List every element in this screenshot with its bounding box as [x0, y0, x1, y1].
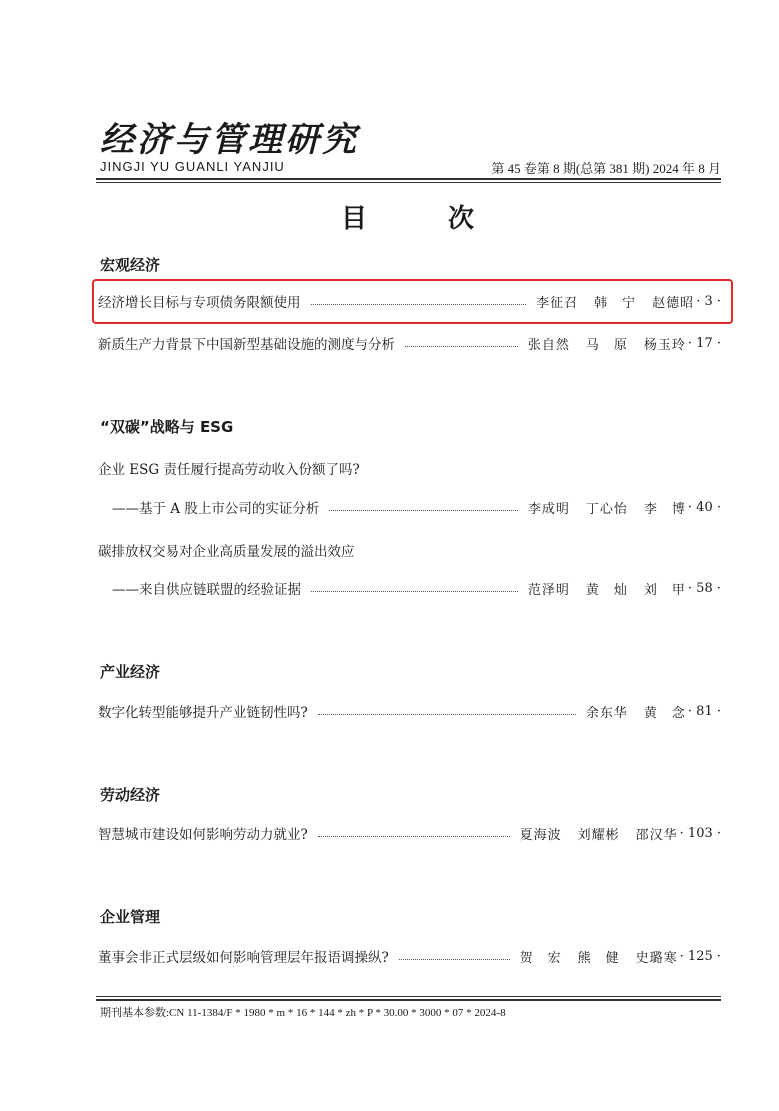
entry-title: 董事会非正式层级如何影响管理层年报语调操纵? — [98, 950, 389, 966]
section-heading-macro: 宏观经济 — [100, 256, 161, 274]
author: 韩 宁 — [594, 295, 637, 311]
dot-leader — [318, 836, 510, 837]
author: 余东华 — [585, 705, 628, 721]
author: 熊 健 — [577, 950, 620, 966]
author: 黄 念 — [643, 705, 686, 721]
entry-title: 数字化转型能够提升产业链韧性吗? — [98, 705, 308, 721]
entry-title: 新质生产力背景下中国新型基础设施的测度与分析 — [98, 337, 395, 353]
author: 张自然 — [527, 337, 570, 353]
author: 黄 灿 — [585, 582, 628, 598]
entry-page: · 40 · — [687, 499, 721, 515]
author: 李 博 — [643, 501, 686, 517]
section-heading-industry: 产业经济 — [100, 663, 161, 681]
header-rule-thin — [96, 182, 721, 183]
toc-entry[interactable] — [98, 944, 721, 968]
author: 马 原 — [585, 337, 628, 353]
toc-entry[interactable] — [112, 576, 721, 600]
journal-logo: 经济与管理研究 — [100, 120, 359, 160]
author: 史璐寒 — [635, 950, 678, 966]
entry-title[interactable]: 企业 ESG 责任履行提高劳动收入份额了吗? — [98, 462, 360, 478]
entry-title: 经济增长目标与专项债务限额使用 — [98, 295, 301, 311]
entry-authors — [528, 498, 686, 517]
entry-authors — [520, 824, 678, 843]
entry-title[interactable]: 碳排放权交易对企业高质量发展的溢出效应 — [98, 544, 355, 560]
entry-page: · 58 · — [687, 580, 721, 596]
entry-page: · 17 · — [687, 335, 721, 351]
author: 杨玉玲 — [643, 337, 686, 353]
author: 刘 甲 — [643, 582, 686, 598]
toc-entry[interactable] — [98, 821, 721, 845]
entry-authors — [536, 292, 694, 311]
footer-rule-thick — [96, 999, 721, 1001]
entry-page: · 3 · — [696, 293, 721, 309]
journal-pinyin: JINGJI YU GUANLI YANJIU — [100, 159, 285, 174]
toc-entry[interactable] — [112, 495, 721, 519]
footer-rule — [96, 996, 721, 997]
entry-page: · 125 · — [679, 948, 721, 964]
entry-page: · 81 · — [687, 703, 721, 719]
dot-leader — [405, 346, 518, 347]
entry-subtitle: ——基于 A 股上市公司的实证分析 — [112, 501, 320, 517]
dot-leader — [311, 591, 518, 592]
author: 邵汉华 — [635, 827, 678, 843]
author: 丁心怡 — [585, 501, 628, 517]
author: 贺 宏 — [519, 950, 562, 966]
toc-entry[interactable] — [98, 289, 721, 313]
author: 夏海波 — [519, 827, 562, 843]
section-heading-management: 企业管理 — [100, 908, 161, 926]
entry-title: 智慧城市建设如何影响劳动力就业? — [98, 827, 308, 843]
author: 范泽明 — [527, 582, 570, 598]
dot-leader — [318, 714, 576, 715]
section-heading-labor: 劳动经济 — [100, 786, 161, 804]
toc-entry[interactable] — [98, 699, 721, 723]
author: 赵德昭 — [652, 295, 695, 311]
entry-authors — [520, 947, 678, 966]
dot-leader — [399, 959, 510, 960]
author: 李成明 — [527, 501, 570, 517]
issue-info: 第 45 卷第 8 期(总第 381 期) 2024 年 8 月 — [491, 161, 721, 176]
entry-authors — [586, 702, 686, 721]
journal-parameters: 期刊基本参数:CN 11-1384/F * 1980 * m * 16 * 144 * zh * P * 30.00 * 3000 * 07 * 2024-8 — [100, 1007, 506, 1019]
dot-leader — [311, 304, 527, 305]
toc-title: 目 次 — [340, 204, 511, 234]
entry-subtitle: ——来自供应链联盟的经验证据 — [112, 582, 301, 598]
entry-authors — [528, 334, 686, 353]
entry-page: · 103 · — [679, 825, 721, 841]
dot-leader — [329, 510, 518, 511]
section-heading-carbon-esg: “双碳”战略与 ESG — [100, 418, 234, 436]
header-rule — [96, 178, 721, 180]
toc-entry[interactable] — [98, 331, 721, 355]
author: 刘耀彬 — [577, 827, 620, 843]
entry-authors — [528, 579, 686, 598]
author: 李征召 — [536, 295, 579, 311]
